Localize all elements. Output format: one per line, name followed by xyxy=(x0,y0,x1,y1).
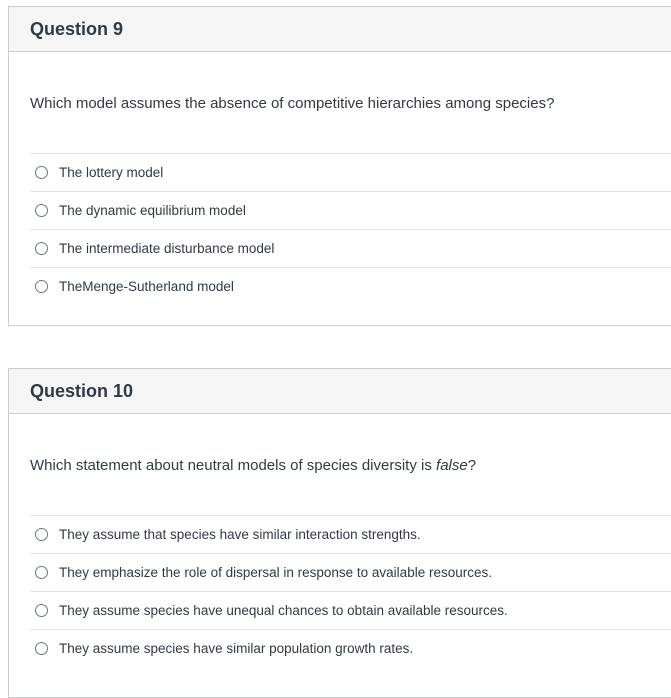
answer-option[interactable] xyxy=(30,191,671,229)
answer-option[interactable] xyxy=(30,591,671,629)
answer-list xyxy=(30,153,671,305)
radio-button[interactable] xyxy=(35,528,48,541)
answer-option[interactable] xyxy=(30,553,671,591)
radio-button[interactable] xyxy=(35,242,48,255)
answer-label: They assume species have similar population growth rates. xyxy=(59,641,414,656)
answer-label: TheMenge-Sutherland model xyxy=(59,279,234,294)
question-text: Which model assumes the absence of competitive hierarchies among species? xyxy=(30,95,555,112)
answer-label: The intermediate disturbance model xyxy=(59,241,275,256)
answer-label: The lottery model xyxy=(59,165,164,180)
question-9-header xyxy=(9,7,671,52)
answer-label: They assume that species have similar interaction strengths. xyxy=(59,527,421,542)
radio-button[interactable] xyxy=(35,566,48,579)
answer-option[interactable] xyxy=(30,267,671,305)
question-text-emphasis: false xyxy=(436,457,468,474)
radio-button[interactable] xyxy=(35,166,48,179)
answer-list xyxy=(30,515,671,667)
answer-option[interactable] xyxy=(30,229,671,267)
question-10-header xyxy=(9,369,671,414)
question-text xyxy=(30,457,476,474)
question-10-card xyxy=(8,368,671,698)
radio-button[interactable] xyxy=(35,204,48,217)
radio-button[interactable] xyxy=(35,604,48,617)
answer-label: They assume species have unequal chances to obtain available resources. xyxy=(59,603,508,618)
question-title: Question 10 xyxy=(30,380,134,401)
answer-label: The dynamic equilibrium model xyxy=(59,203,246,218)
radio-button[interactable] xyxy=(35,280,48,293)
answer-option[interactable] xyxy=(30,153,671,191)
answer-label: They emphasize the role of dispersal in response to available resources. xyxy=(59,565,492,580)
question-9-card xyxy=(8,6,671,326)
question-text-start: Which statement about neutral models of species diversity is xyxy=(30,457,437,474)
radio-button[interactable] xyxy=(35,642,48,655)
question-title: Question 9 xyxy=(30,18,124,39)
question-text-end: ? xyxy=(467,457,477,474)
answer-option[interactable] xyxy=(30,515,671,553)
answer-option[interactable] xyxy=(30,629,671,667)
